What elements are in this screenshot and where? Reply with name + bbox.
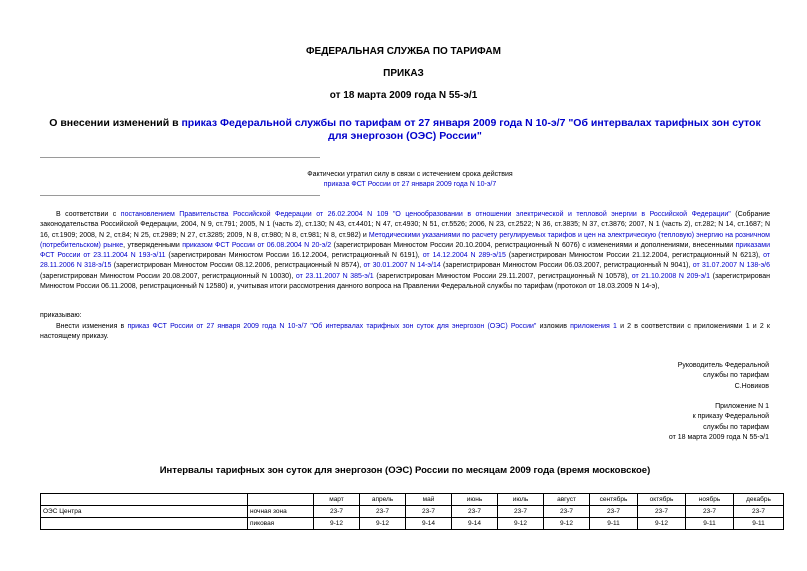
preamble-text: (зарегистрирован Минюстом России 20.10.2004, регистрационный N 6076) с изменениями и дополнениями, внесенными	[331, 241, 736, 249]
signature-line: Руководитель Федеральной	[677, 362, 769, 369]
table-header-row	[41, 494, 784, 506]
link-order-385-e-1[interactable]: от 23.11.2007 N 385-э/1	[295, 272, 374, 280]
table-header-month: октябрь	[638, 494, 686, 506]
table-zone-cell: пиковая	[248, 518, 314, 530]
table-cell: 9-11	[686, 518, 734, 530]
table-header-month: апрель	[360, 494, 406, 506]
link-order-20-e-2[interactable]: приказом ФСТ России от 06.08.2004 N 20-э/2	[182, 241, 332, 249]
table-region-cell	[41, 518, 248, 530]
doc-title	[40, 117, 770, 143]
appendix-line: от 18 марта 2009 года N 55-э/1	[668, 433, 769, 441]
table-row	[41, 506, 784, 518]
appendix-line: Приложение N 1	[715, 403, 769, 410]
table-cell: 23-7	[360, 506, 406, 518]
link-order-193-e-11[interactable]: приказами ФСТ России от 23.11.2004 N 193-э/11	[40, 241, 770, 260]
table-cell: 9-12	[544, 518, 590, 530]
preamble-text: (зарегистрирован Минюстом России 20.08.2007, регистрационный N 10030),	[40, 272, 296, 280]
table-title: Интервалы тарифных зон суток для энергозон (ОЭС) России по месяцам 2009 года (время московское)	[159, 465, 651, 476]
order-text: изложив	[536, 323, 571, 330]
table-cell: 23-7	[734, 506, 784, 518]
table-cell: 9-11	[590, 518, 638, 530]
signature-block	[678, 361, 769, 392]
order-text: Внести изменения в	[56, 323, 128, 330]
preamble-text: (зарегистрирован Минюстом России 06.11.2008, регистрационный N 12580) и, учитывая итоги рассмотрения данного вопроса на Правлении Федеральной службы по тарифам (протокол от 18.03.2009 N 14-э),	[40, 272, 771, 291]
table-cell: 23-7	[406, 506, 452, 518]
preamble-text: В соответствии с	[56, 211, 121, 218]
table-region-cell: ОЭС Центра	[41, 506, 248, 518]
preamble-text: (зарегистрирован Минюстом России 21.12.2004, регистрационный N 6213),	[505, 252, 764, 260]
agency-name: ФЕДЕРАЛЬНАЯ СЛУЖБА ПО ТАРИФАМ	[306, 46, 501, 57]
table-cell: 23-7	[544, 506, 590, 518]
table-cell: 23-7	[314, 506, 360, 518]
signature-line: службы по тарифам	[703, 372, 769, 380]
table-cell: 9-14	[452, 518, 498, 530]
link-order-138-e-6[interactable]: от 31.07.2007 N 138-э/6	[692, 262, 771, 270]
order-paragraph	[40, 322, 770, 343]
table-cell: 23-7	[638, 506, 686, 518]
table-cell: 9-14	[406, 518, 452, 530]
table-header-month: май	[406, 494, 452, 506]
status-note	[270, 170, 550, 190]
table-header-month: июль	[498, 494, 544, 506]
doc-title-prefix: О внесении изменений в	[49, 117, 182, 129]
doc-type: ПРИКАЗ	[383, 68, 424, 79]
table-header-month: март	[314, 494, 360, 506]
table-cell: 9-12	[360, 518, 406, 530]
link-order-10-e-7[interactable]: приказ ФСТ России от 27 января 2009 года N 10-э/7 "Об интервалах тарифных зон суток для энергозон (ОЭС) России"	[127, 323, 537, 330]
link-order-209-e-1[interactable]: от 21.10.2008 N 209-э/1	[631, 272, 711, 280]
preamble-text: (зарегистрирован Минюстом России 06.03.2007, регистрационный N 9041),	[440, 262, 693, 270]
table-cell: 23-7	[452, 506, 498, 518]
link-order-318-e-15[interactable]: от 28.11.2006 N 318-э/15	[40, 252, 771, 270]
order-word: приказываю:	[40, 312, 82, 319]
order-text: и 2 в соответствии с приложениями 1 и 2 к настоящему приказу.	[40, 323, 770, 341]
preamble-text: (зарегистрирован Минюстом России 16.12.2004, регистрационный N 6191),	[165, 252, 423, 260]
table-cell: 9-12	[638, 518, 686, 530]
zones-table	[40, 493, 784, 530]
table-cell: 23-7	[590, 506, 638, 518]
table-header-month: декабрь	[734, 494, 784, 506]
table-cell: 9-11	[734, 518, 784, 530]
link-order-289-e-15[interactable]: от 14.12.2004 N 289-э/15	[422, 252, 506, 260]
link-decree-109[interactable]: постановлением Правительства Российской Федерации от 26.02.2004 N 109 "О ценообразовании в отношении электрической и тепловой энергии в Российской Федерации"	[120, 211, 731, 218]
doc-date-number: от 18 марта 2009 года N 55-э/1	[329, 90, 478, 101]
appendix-line: службы по тарифам	[703, 423, 769, 431]
table-header-empty	[248, 494, 314, 506]
link-order-14-e-14[interactable]: от 30.01.2007 N 14-э/14	[363, 262, 441, 270]
table-header-month: сентябрь	[590, 494, 638, 506]
status-note-line: Фактически утратил силу в связи с истечением срока действия	[307, 171, 513, 178]
preamble-paragraph	[40, 210, 770, 292]
preamble-text: , утвержденными	[123, 241, 183, 249]
table-cell: 23-7	[498, 506, 544, 518]
divider-top	[40, 157, 320, 158]
link-appendix-1[interactable]: приложения 1	[570, 323, 617, 330]
table-cell: 9-12	[314, 518, 360, 530]
preamble-text: (зарегистрирован Минюстом России 29.11.2007, регистрационный N 10578),	[373, 272, 632, 280]
doc-title-link[interactable]: приказ Федеральной службы по тарифам от 27 января 2009 года N 10-э/7 "Об интервалах тарифных зон суток для энергозон (ОЭС) России"	[181, 117, 761, 142]
table-header-month: ноябрь	[686, 494, 734, 506]
appendix-block	[669, 402, 769, 443]
table-row	[41, 518, 784, 530]
table-header-month: август	[544, 494, 590, 506]
table-header-month: июнь	[452, 494, 498, 506]
signature-name: С.Новиков	[734, 382, 769, 390]
table-cell: 9-12	[498, 518, 544, 530]
link-methodical-instructions[interactable]: Методическими указаниями по расчету регулируемых тарифов и цен на электрическую (тепловую) энергию на розничном (потребительском) рынке	[40, 231, 770, 249]
table-cell: 23-7	[686, 506, 734, 518]
preamble-text: (Собрание законодательства Российской Федерации, 2004, N 9, ст.791; 2005, N 1 (часть 2), ст.130; N 43, ст.4401; N 47, ст.4930; N 51, ст.5526; 2006, N 23, ст.2522; N 36, ст.3835; N 37, ст.3876; 2007, N 1 (часть 2), ст.282; N 14, ст.1687; N 16, ст.1909; 2008, N 2, ст.84; N 25, ст.2989; N 27, ст.3285; 2009, N 8, ст.980; N 8, ст.981; N 8, ст.982) и	[40, 211, 771, 239]
table-zone-cell: ночная зона	[248, 506, 314, 518]
preamble-text: (зарегистрирован Минюстом России 08.12.2006, регистрационный N 8574),	[111, 262, 364, 270]
status-note-link[interactable]: приказа ФСТ России от 27 января 2009 года N 10-э/7	[323, 181, 497, 189]
divider-bottom	[40, 195, 320, 196]
appendix-line: к приказу Федеральной	[692, 413, 769, 421]
table-header-empty	[41, 494, 248, 506]
